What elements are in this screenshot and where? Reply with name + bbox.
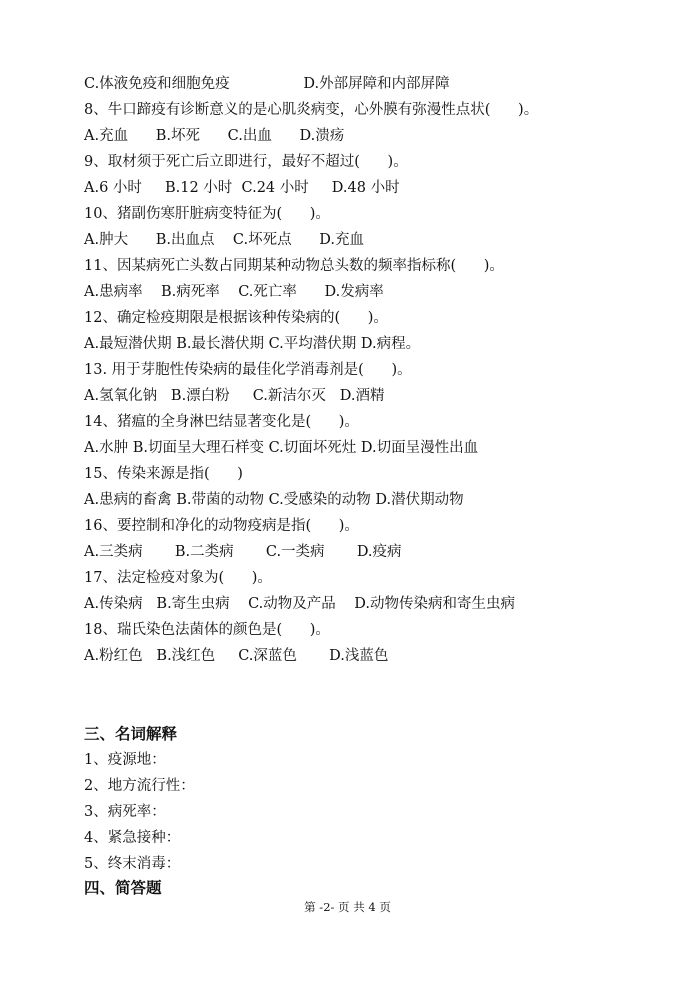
question-18: 18、瑞氏染色法菌体的颜色是( )。 bbox=[84, 622, 330, 638]
question-18-options: A.粉红色 B.浅红色 C.深蓝色 D.浅蓝色 bbox=[84, 648, 389, 664]
question-10: 10、猪副伤寒肝脏病变特征为( )。 bbox=[84, 206, 330, 222]
question-11: 11、因某病死亡头数占同期某种动物总头数的频率指标称( )。 bbox=[84, 258, 504, 274]
question-15: 15、传染来源是指( ) bbox=[84, 466, 243, 482]
question-16-options: A.三类病 B.二类病 C.一类病 D.疫病 bbox=[84, 544, 402, 560]
question-12: 12、确定检疫期限是根据该种传染病的( )。 bbox=[84, 310, 388, 326]
question-14-options: A.水肿 B.切面呈大理石样变 C.切面坏死灶 D.切面呈漫性出血 bbox=[84, 440, 479, 456]
question-17: 17、法定检疫对象为( )。 bbox=[84, 570, 272, 586]
question-12-options: A.最短潜伏期 B.最长潜伏期 C.平均潜伏期 D.病程。 bbox=[84, 336, 421, 352]
question-10-options: A.肿大 B.出血点 C.坏死点 D.充血 bbox=[84, 232, 364, 248]
question-8: 8、牛口蹄疫有诊断意义的是心肌炎病变，心外膜有弥漫性点状( )。 bbox=[84, 102, 539, 118]
question-17-options: A.传染病 B.寄生虫病 C.动物及产品 D.动物传染病和寄生虫病 bbox=[84, 596, 515, 612]
question-9: 9、取材须于死亡后立即进行，最好不超过( )。 bbox=[84, 154, 408, 170]
question-16: 16、要控制和净化的动物疫病是指( )。 bbox=[84, 518, 359, 534]
question-14: 14、猪瘟的全身淋巴结显著变化是( )。 bbox=[84, 414, 359, 430]
question-7-options-cd: C.体液免疫和细胞免疫 D.外部屏障和内部屏障 bbox=[84, 76, 450, 92]
question-9-options: A.6 小时 B.12 小时 C.24 小时 D.48 小时 bbox=[84, 180, 400, 196]
section-4-title: 四、简答题 bbox=[84, 878, 162, 897]
question-15-options: A.患病的畜禽 B.带菌的动物 C.受感染的动物 D.潜伏期动物 bbox=[84, 492, 464, 508]
term-item: 5、终末消毒： bbox=[84, 856, 181, 872]
question-13-options: A.氢氧化钠 B.漂白粉 C.新洁尔灭 D.酒精 bbox=[84, 388, 385, 404]
question-8-options: A.充血 B.坏死 C.出血 D.溃疡 bbox=[84, 128, 345, 144]
term-item: 3、病死率： bbox=[84, 804, 166, 820]
question-13: 13. 用于芽胞性传染病的最佳化学消毒剂是( )。 bbox=[84, 362, 412, 378]
term-item: 4、紧急接种： bbox=[84, 830, 181, 846]
page-footer: 第 -2- 页 共 4 页 bbox=[304, 900, 391, 914]
term-item: 1、疫源地： bbox=[84, 752, 166, 768]
question-11-options: A.患病率 B.病死率 C.死亡率 D.发病率 bbox=[84, 284, 384, 300]
term-item: 2、地方流行性： bbox=[84, 778, 195, 794]
section-3-title: 三、名词解释 bbox=[84, 724, 178, 743]
